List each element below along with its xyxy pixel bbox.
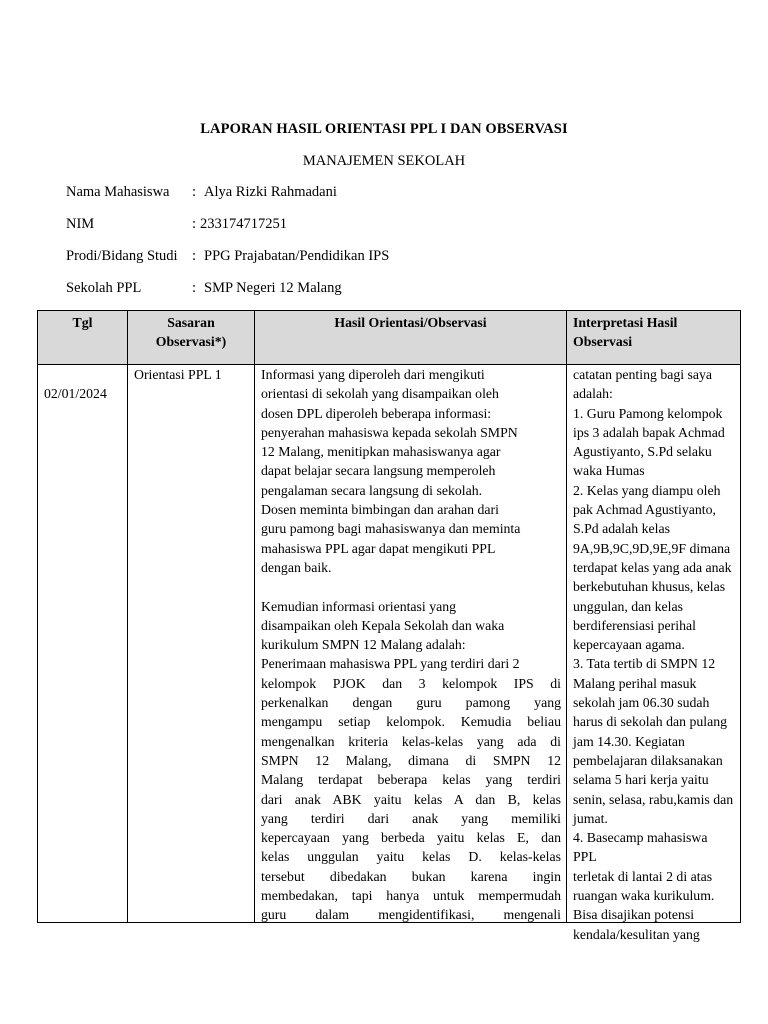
text-line: yang terdiri dari anak yang memiliki: [261, 810, 561, 826]
paragraph-gap: [261, 577, 561, 596]
info-value: Alya Rizki Rahmadani: [204, 184, 337, 200]
text-line: pengalaman secara langsung di sekolah.: [261, 482, 483, 498]
info-colon: :: [192, 280, 197, 296]
document-subtitle: MANAJEMEN SEKOLAH: [302, 153, 466, 169]
text-line: S.Pd adalah kelas: [573, 521, 670, 537]
info-label: Prodi/Bidang Studi: [66, 248, 178, 264]
info-colon: :: [192, 184, 197, 200]
info-value: 233174717251: [200, 216, 287, 232]
text-line: terdapat kelas yang ada anak: [573, 559, 732, 575]
header-sasaran-line2: Observasi*): [155, 334, 227, 349]
text-line: dari anak ABK yaitu kelas A dan B, kelas: [261, 791, 561, 807]
info-label: Sekolah PPL: [66, 280, 142, 296]
cell-tgl: 02/01/2024: [38, 365, 128, 923]
text-line: 9A,9B,9C,9D,9E,9F dimana: [573, 540, 731, 556]
text-line: membedakan, tapi hanya untuk mempermudah: [261, 888, 561, 904]
text-line: Agustiyanto, S.Pd selaku: [573, 444, 712, 460]
text-line: perkenalkan dengan guru pamong yang: [261, 695, 561, 711]
text-line: sekolah jam 06.30 sudah: [573, 695, 710, 711]
table-header-row: [38, 311, 741, 365]
header-hasil: Hasil Orientasi/Observasi: [255, 311, 567, 365]
text-line: unggulan, dan kelas: [573, 598, 683, 614]
text-line: senin, selasa, rabu,kamis dan: [573, 791, 734, 807]
info-value: PPG Prajabatan/Pendidikan IPS: [204, 248, 390, 264]
text-line: ips 3 adalah bapak Achmad: [573, 424, 725, 440]
header-tgl: Tgl: [38, 311, 128, 365]
info-value: SMP Negeri 12 Malang: [204, 280, 342, 296]
table-row: [38, 365, 741, 923]
text-line: mahasiswa PPL agar dapat mengikuti PPL: [261, 540, 496, 556]
text-line: penyerahan mahasiswa kepada sekolah SMPN: [261, 424, 518, 440]
info-label: Nama Mahasiswa: [66, 184, 170, 200]
info-colon: :: [192, 216, 197, 232]
text-line: Kemudian informasi orientasi yang: [261, 598, 457, 614]
text-line: selama 5 hari kerja yaitu: [573, 772, 709, 788]
text-line: SMPN 12 Malang, dimana di SMPN 12: [261, 752, 561, 768]
observation-table: [37, 310, 741, 942]
cell-interpretasi: [567, 365, 741, 942]
text-line: Malang terdapat beberapa kelas yang terdiri: [261, 772, 561, 788]
text-line: pak Achmad Agustiyanto,: [573, 502, 716, 518]
text-line: jam 14.30. Kegiatan: [573, 733, 685, 749]
header-sasaran: [128, 311, 255, 365]
text-line: kelas unggulan yaitu kelas D. kelas-kelas: [261, 849, 561, 865]
text-line: kepercayaan yang berbeda yaitu kelas E, dan: [261, 830, 561, 846]
text-line: kelompok PJOK dan 3 kelompok IPS di: [261, 675, 561, 691]
text-line: 3. Tata tertib di SMPN 12: [573, 656, 716, 672]
text-line: disampaikan oleh Kepala Sekolah dan waka: [261, 617, 505, 633]
text-line: guru dalam mengidentifikasi, mengenali: [261, 907, 561, 923]
text-line: tersebut dibedakan bukan karena ingin: [261, 868, 561, 884]
text-line: Dosen meminta bimbingan dan arahan dari: [261, 502, 499, 518]
text-line: dapat belajar secara langsung memperoleh: [261, 463, 496, 479]
text-line: harus di sekolah dan pulang: [573, 714, 728, 730]
interpretasi-text: [573, 365, 734, 942]
header-interpretasi: Interpretasi Hasil Observasi: [567, 311, 741, 365]
text-line: 1. Guru Pamong kelompok: [573, 405, 723, 421]
text-line: catatan penting bagi saya: [573, 367, 713, 382]
text-line: mengampu setiap kelompok. Kemudia beliau: [261, 714, 561, 730]
text-line: kepercayaan agama.: [573, 637, 685, 653]
text-line: 12 Malang, menitipkan mahasiswanya agar: [261, 444, 501, 460]
text-line: Informasi yang diperoleh dari mengikuti: [261, 367, 485, 382]
text-line: pembelajaran dilaksanakan: [573, 752, 723, 768]
document-title: LAPORAN HASIL ORIENTASI PPL I DAN OBSERVASI: [200, 121, 568, 137]
text-line: kendala/kesulitan yang: [573, 926, 700, 942]
text-line: berdiferensiasi perihal: [573, 617, 696, 633]
text-line: Malang perihal masuk: [573, 675, 697, 691]
text-line: orientasi di sekolah yang disampaikan oleh: [261, 386, 499, 402]
info-colon: :: [192, 248, 197, 264]
info-label: NIM: [66, 216, 95, 232]
text-line: guru pamong bagi mahasiswanya dan meminta: [261, 521, 521, 537]
text-line: Penerimaan mahasiswa PPL yang terdiri dari 2: [261, 656, 520, 672]
cell-sasaran: Orientasi PPL 1: [128, 365, 255, 923]
text-line: adalah:: [573, 386, 613, 402]
text-line: terletak di lantai 2 di atas: [573, 868, 713, 884]
text-line: mengenalkan kriteria kelas-kelas yang ada di: [261, 733, 561, 749]
text-line: 2. Kelas yang diampu oleh: [573, 482, 721, 498]
text-line: dosen DPL diperoleh beberapa informasi:: [261, 405, 492, 421]
text-line: berkebutuhan khusus, kelas: [573, 579, 726, 595]
cell-hasil: [255, 365, 567, 923]
text-line: 4. Basecamp mahasiswa PPL: [573, 830, 708, 865]
text-line: jumat.: [573, 810, 608, 826]
text-line: waka Humas: [573, 463, 645, 479]
text-line: Bisa disajikan potensi: [573, 907, 695, 923]
hasil-text: [261, 365, 561, 921]
text-line: dengan baik.: [261, 559, 332, 575]
text-line: ruangan waka kurikulum.: [573, 888, 715, 904]
header-sasaran-line1: Sasaran: [167, 315, 215, 330]
text-line: kurikulum SMPN 12 Malang adalah:: [261, 637, 466, 653]
